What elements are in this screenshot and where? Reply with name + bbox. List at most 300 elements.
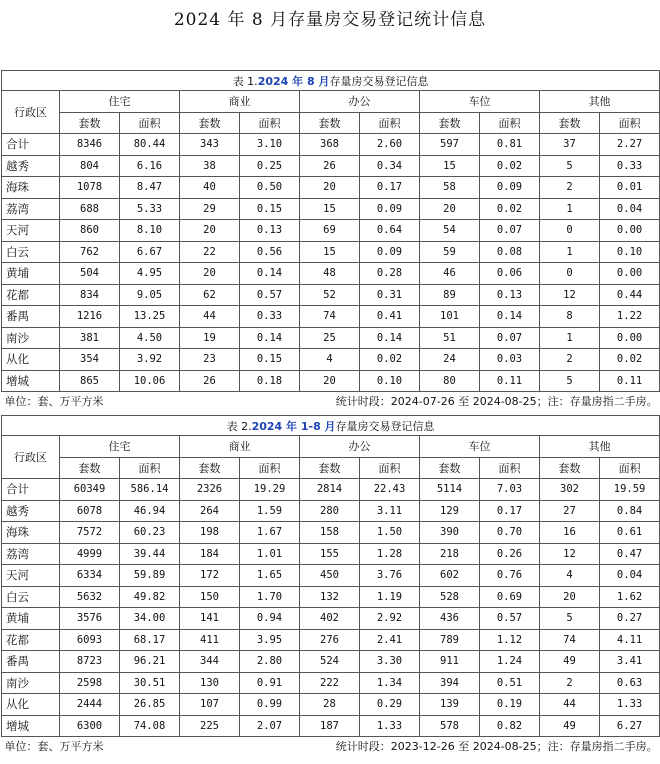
value-cell: 0.10	[600, 241, 660, 263]
value-cell: 26	[180, 370, 240, 392]
value-cell: 0.18	[240, 370, 300, 392]
value-cell: 16	[540, 522, 600, 544]
table-caption-row	[2, 416, 660, 436]
value-cell: 1.24	[480, 651, 540, 673]
value-cell: 0.44	[600, 284, 660, 306]
value-cell: 1078	[60, 177, 120, 199]
region-cell: 从化	[2, 694, 60, 716]
table-row	[2, 672, 660, 694]
region-cell: 花都	[2, 284, 60, 306]
value-cell: 302	[540, 479, 600, 501]
count-header: 套数	[180, 112, 240, 134]
value-cell: 2	[540, 177, 600, 199]
caption-prefix: 表 1.	[232, 74, 258, 88]
region-cell: 番禺	[2, 306, 60, 328]
value-cell: 0.19	[480, 694, 540, 716]
value-cell: 0.81	[480, 134, 540, 156]
table-row	[2, 263, 660, 285]
value-cell: 0.13	[240, 220, 300, 242]
value-cell: 30.51	[120, 672, 180, 694]
region-cell: 越秀	[2, 155, 60, 177]
value-cell: 0.28	[360, 263, 420, 285]
value-cell: 1.33	[360, 715, 420, 737]
value-cell: 264	[180, 500, 240, 522]
value-cell: 0.51	[480, 672, 540, 694]
count-header: 套数	[420, 457, 480, 479]
value-cell: 0.13	[480, 284, 540, 306]
value-cell: 28	[300, 694, 360, 716]
value-cell: 49.82	[120, 586, 180, 608]
table-row	[2, 608, 660, 630]
value-cell: 0.07	[480, 327, 540, 349]
count-header: 套数	[60, 457, 120, 479]
value-cell: 4999	[60, 543, 120, 565]
value-cell: 20	[180, 220, 240, 242]
value-cell: 411	[180, 629, 240, 651]
area-header: 面积	[360, 112, 420, 134]
value-cell: 5.33	[120, 198, 180, 220]
value-cell: 15	[300, 198, 360, 220]
value-cell: 19	[180, 327, 240, 349]
value-cell: 0.25	[240, 155, 300, 177]
value-cell: 1.22	[600, 306, 660, 328]
value-cell: 0.14	[240, 327, 300, 349]
value-cell: 24	[420, 349, 480, 371]
value-cell: 1	[540, 327, 600, 349]
value-cell: 0.17	[360, 177, 420, 199]
value-cell: 6.27	[600, 715, 660, 737]
table-row	[2, 500, 660, 522]
value-cell: 0.27	[600, 608, 660, 630]
value-cell: 40	[180, 177, 240, 199]
value-cell: 44	[540, 694, 600, 716]
value-cell: 0.02	[480, 198, 540, 220]
value-cell: 9.05	[120, 284, 180, 306]
caption-prefix: 表 2.	[226, 419, 252, 433]
value-cell: 80.44	[120, 134, 180, 156]
caption-suffix: 存量房交易登记信息	[335, 419, 435, 433]
value-cell: 0.15	[240, 198, 300, 220]
value-cell: 132	[300, 586, 360, 608]
value-cell: 130	[180, 672, 240, 694]
value-cell: 2	[540, 672, 600, 694]
value-cell: 222	[300, 672, 360, 694]
value-cell: 10.06	[120, 370, 180, 392]
period-note: 统计时段：2023-12-26 至 2024-08-25；注：存量房指二手房。	[335, 740, 658, 753]
value-cell: 0.91	[240, 672, 300, 694]
value-cell: 524	[300, 651, 360, 673]
value-cell: 15	[420, 155, 480, 177]
value-cell: 25	[300, 327, 360, 349]
value-cell: 3.30	[360, 651, 420, 673]
value-cell: 68.17	[120, 629, 180, 651]
value-cell: 368	[300, 134, 360, 156]
region-cell: 白云	[2, 586, 60, 608]
value-cell: 0.00	[600, 263, 660, 285]
value-cell: 0.09	[360, 198, 420, 220]
table-row	[2, 629, 660, 651]
value-cell: 390	[420, 522, 480, 544]
value-cell: 0.57	[480, 608, 540, 630]
region-cell: 花都	[2, 629, 60, 651]
sub-header-row	[2, 112, 660, 134]
value-cell: 60.23	[120, 522, 180, 544]
group-header: 办公	[300, 436, 420, 458]
value-cell: 0.01	[600, 177, 660, 199]
value-cell: 158	[300, 522, 360, 544]
value-cell: 23	[180, 349, 240, 371]
value-cell: 0.02	[360, 349, 420, 371]
value-cell: 865	[60, 370, 120, 392]
value-cell: 22	[180, 241, 240, 263]
value-cell: 0.57	[240, 284, 300, 306]
value-cell: 0.15	[240, 349, 300, 371]
value-cell: 1.59	[240, 500, 300, 522]
value-cell: 0.11	[600, 370, 660, 392]
group-header: 车位	[420, 91, 540, 113]
value-cell: 8346	[60, 134, 120, 156]
value-cell: 804	[60, 155, 120, 177]
table-row	[2, 370, 660, 392]
caption-period: 2024 年 1-8 月	[251, 419, 336, 433]
value-cell: 688	[60, 198, 120, 220]
table-row	[2, 349, 660, 371]
value-cell: 0.02	[480, 155, 540, 177]
area-header: 面积	[600, 112, 660, 134]
value-cell: 58	[420, 177, 480, 199]
value-cell: 96.21	[120, 651, 180, 673]
value-cell: 2598	[60, 672, 120, 694]
value-cell: 38	[180, 155, 240, 177]
table-row	[2, 220, 660, 242]
period-note: 统计时段：2024-07-26 至 2024-08-25；注：存量房指二手房。	[335, 395, 658, 408]
table-row	[2, 134, 660, 156]
value-cell: 2.41	[360, 629, 420, 651]
value-cell: 5632	[60, 586, 120, 608]
table-row	[2, 198, 660, 220]
value-cell: 6078	[60, 500, 120, 522]
group-header: 其他	[540, 436, 660, 458]
value-cell: 911	[420, 651, 480, 673]
table-row	[2, 543, 660, 565]
value-cell: 0.41	[360, 306, 420, 328]
value-cell: 1.62	[600, 586, 660, 608]
value-cell: 3.76	[360, 565, 420, 587]
region-cell: 南沙	[2, 327, 60, 349]
region-cell: 荔湾	[2, 543, 60, 565]
table-caption	[2, 71, 660, 91]
value-cell: 2814	[300, 479, 360, 501]
value-cell: 5	[540, 608, 600, 630]
value-cell: 597	[420, 134, 480, 156]
value-cell: 3.41	[600, 651, 660, 673]
region-cell: 黄埔	[2, 263, 60, 285]
count-header: 套数	[300, 457, 360, 479]
value-cell: 7.03	[480, 479, 540, 501]
value-cell: 15	[300, 241, 360, 263]
value-cell: 0.99	[240, 694, 300, 716]
value-cell: 0.82	[480, 715, 540, 737]
value-cell: 2.92	[360, 608, 420, 630]
value-cell: 1216	[60, 306, 120, 328]
value-cell: 276	[300, 629, 360, 651]
value-cell: 280	[300, 500, 360, 522]
value-cell: 0.14	[240, 263, 300, 285]
value-cell: 48	[300, 263, 360, 285]
value-cell: 0.11	[480, 370, 540, 392]
table-jan-to-aug	[1, 415, 660, 755]
region-cell: 增城	[2, 370, 60, 392]
value-cell: 0.69	[480, 586, 540, 608]
value-cell: 0.26	[480, 543, 540, 565]
value-cell: 0.03	[480, 349, 540, 371]
value-cell: 0.09	[480, 177, 540, 199]
value-cell: 354	[60, 349, 120, 371]
value-cell: 789	[420, 629, 480, 651]
value-cell: 0.33	[240, 306, 300, 328]
value-cell: 19.29	[240, 479, 300, 501]
page-title: 2024 年 8 月存量房交易登记统计信息	[173, 10, 487, 30]
value-cell: 13.25	[120, 306, 180, 328]
value-cell: 5	[540, 155, 600, 177]
value-cell: 402	[300, 608, 360, 630]
value-cell: 1.28	[360, 543, 420, 565]
value-cell: 1.19	[360, 586, 420, 608]
value-cell: 2444	[60, 694, 120, 716]
unit-note: 单位：套、万平方米	[4, 740, 104, 753]
value-cell: 0.08	[480, 241, 540, 263]
value-cell: 74.08	[120, 715, 180, 737]
region-cell: 白云	[2, 241, 60, 263]
area-header: 面积	[120, 112, 180, 134]
value-cell: 2.80	[240, 651, 300, 673]
value-cell: 187	[300, 715, 360, 737]
value-cell: 20	[180, 263, 240, 285]
value-cell: 1.12	[480, 629, 540, 651]
value-cell: 0.02	[600, 349, 660, 371]
value-cell: 3576	[60, 608, 120, 630]
table-footer	[2, 392, 660, 411]
value-cell: 3.92	[120, 349, 180, 371]
value-cell: 74	[300, 306, 360, 328]
region-cell: 南沙	[2, 672, 60, 694]
value-cell: 129	[420, 500, 480, 522]
value-cell: 8723	[60, 651, 120, 673]
value-cell: 150	[180, 586, 240, 608]
value-cell: 4	[300, 349, 360, 371]
value-cell: 3.11	[360, 500, 420, 522]
value-cell: 860	[60, 220, 120, 242]
area-header: 面积	[240, 457, 300, 479]
table-row	[2, 586, 660, 608]
table-row	[2, 651, 660, 673]
value-cell: 0.47	[600, 543, 660, 565]
value-cell: 107	[180, 694, 240, 716]
region-cell: 合计	[2, 479, 60, 501]
value-cell: 578	[420, 715, 480, 737]
value-cell: 26	[300, 155, 360, 177]
count-header: 套数	[540, 457, 600, 479]
value-cell: 44	[180, 306, 240, 328]
value-cell: 37	[540, 134, 600, 156]
region-cell: 天河	[2, 220, 60, 242]
value-cell: 2	[540, 349, 600, 371]
value-cell: 343	[180, 134, 240, 156]
value-cell: 344	[180, 651, 240, 673]
value-cell: 0.00	[600, 220, 660, 242]
group-header-row	[2, 436, 660, 458]
unit-note: 单位：套、万平方米	[4, 395, 104, 408]
value-cell: 1.01	[240, 543, 300, 565]
value-cell: 0.31	[360, 284, 420, 306]
value-cell: 59	[420, 241, 480, 263]
count-header: 套数	[300, 112, 360, 134]
value-cell: 0.04	[600, 565, 660, 587]
value-cell: 218	[420, 543, 480, 565]
value-cell: 0.17	[480, 500, 540, 522]
table-row	[2, 715, 660, 737]
value-cell: 27	[540, 500, 600, 522]
value-cell: 46	[420, 263, 480, 285]
value-cell: 22.43	[360, 479, 420, 501]
area-header: 面积	[120, 457, 180, 479]
value-cell: 450	[300, 565, 360, 587]
region-cell: 番禺	[2, 651, 60, 673]
value-cell: 0.33	[600, 155, 660, 177]
value-cell: 225	[180, 715, 240, 737]
table-row	[2, 284, 660, 306]
value-cell: 0.94	[240, 608, 300, 630]
area-header: 面积	[360, 457, 420, 479]
group-header: 住宅	[60, 91, 180, 113]
value-cell: 0.29	[360, 694, 420, 716]
sub-header-row	[2, 457, 660, 479]
value-cell: 2.07	[240, 715, 300, 737]
value-cell: 2.27	[600, 134, 660, 156]
value-cell: 0.63	[600, 672, 660, 694]
value-cell: 1.33	[600, 694, 660, 716]
value-cell: 1.50	[360, 522, 420, 544]
table-row	[2, 522, 660, 544]
value-cell: 1.65	[240, 565, 300, 587]
region-cell: 黄埔	[2, 608, 60, 630]
value-cell: 6.16	[120, 155, 180, 177]
value-cell: 3.95	[240, 629, 300, 651]
value-cell: 1	[540, 241, 600, 263]
group-header: 住宅	[60, 436, 180, 458]
value-cell: 20	[300, 370, 360, 392]
value-cell: 0.06	[480, 263, 540, 285]
value-cell: 0.70	[480, 522, 540, 544]
value-cell: 602	[420, 565, 480, 587]
value-cell: 49	[540, 715, 600, 737]
value-cell: 0.50	[240, 177, 300, 199]
value-cell: 381	[60, 327, 120, 349]
value-cell: 74	[540, 629, 600, 651]
value-cell: 155	[300, 543, 360, 565]
value-cell: 7572	[60, 522, 120, 544]
value-cell: 834	[60, 284, 120, 306]
region-cell: 海珠	[2, 177, 60, 199]
value-cell: 54	[420, 220, 480, 242]
value-cell: 26.85	[120, 694, 180, 716]
value-cell: 46.94	[120, 500, 180, 522]
value-cell: 62	[180, 284, 240, 306]
value-cell: 34.00	[120, 608, 180, 630]
value-cell: 0.34	[360, 155, 420, 177]
value-cell: 4.11	[600, 629, 660, 651]
table-caption-row	[2, 71, 660, 91]
value-cell: 198	[180, 522, 240, 544]
caption-period: 2024 年 8 月	[257, 74, 330, 88]
area-header: 面积	[240, 112, 300, 134]
value-cell: 6300	[60, 715, 120, 737]
value-cell: 5	[540, 370, 600, 392]
region-cell: 增城	[2, 715, 60, 737]
value-cell: 1	[540, 198, 600, 220]
value-cell: 172	[180, 565, 240, 587]
table-row	[2, 479, 660, 501]
table-row	[2, 694, 660, 716]
value-cell: 0.04	[600, 198, 660, 220]
value-cell: 6334	[60, 565, 120, 587]
value-cell: 184	[180, 543, 240, 565]
value-cell: 2326	[180, 479, 240, 501]
value-cell: 1.70	[240, 586, 300, 608]
value-cell: 2.60	[360, 134, 420, 156]
region-cell: 海珠	[2, 522, 60, 544]
value-cell: 586.14	[120, 479, 180, 501]
value-cell: 4.95	[120, 263, 180, 285]
value-cell: 4	[540, 565, 600, 587]
value-cell: 0.64	[360, 220, 420, 242]
value-cell: 0.10	[360, 370, 420, 392]
area-header: 面积	[480, 457, 540, 479]
area-header: 面积	[480, 112, 540, 134]
value-cell: 1.67	[240, 522, 300, 544]
value-cell: 762	[60, 241, 120, 263]
value-cell: 0.00	[600, 327, 660, 349]
value-cell: 436	[420, 608, 480, 630]
area-header: 面积	[600, 457, 660, 479]
value-cell: 8	[540, 306, 600, 328]
value-cell: 0.09	[360, 241, 420, 263]
value-cell: 139	[420, 694, 480, 716]
group-header: 办公	[300, 91, 420, 113]
value-cell: 39.44	[120, 543, 180, 565]
value-cell: 0.61	[600, 522, 660, 544]
value-cell: 528	[420, 586, 480, 608]
value-cell: 29	[180, 198, 240, 220]
value-cell: 0.14	[360, 327, 420, 349]
value-cell: 12	[540, 543, 600, 565]
value-cell: 0	[540, 263, 600, 285]
value-cell: 0.14	[480, 306, 540, 328]
value-cell: 6.67	[120, 241, 180, 263]
value-cell: 8.47	[120, 177, 180, 199]
region-cell: 越秀	[2, 500, 60, 522]
value-cell: 6093	[60, 629, 120, 651]
value-cell: 20	[420, 198, 480, 220]
group-header: 商业	[180, 436, 300, 458]
count-header: 套数	[540, 112, 600, 134]
table-row	[2, 565, 660, 587]
value-cell: 504	[60, 263, 120, 285]
value-cell: 394	[420, 672, 480, 694]
value-cell: 3.10	[240, 134, 300, 156]
count-header: 套数	[180, 457, 240, 479]
table-row	[2, 177, 660, 199]
